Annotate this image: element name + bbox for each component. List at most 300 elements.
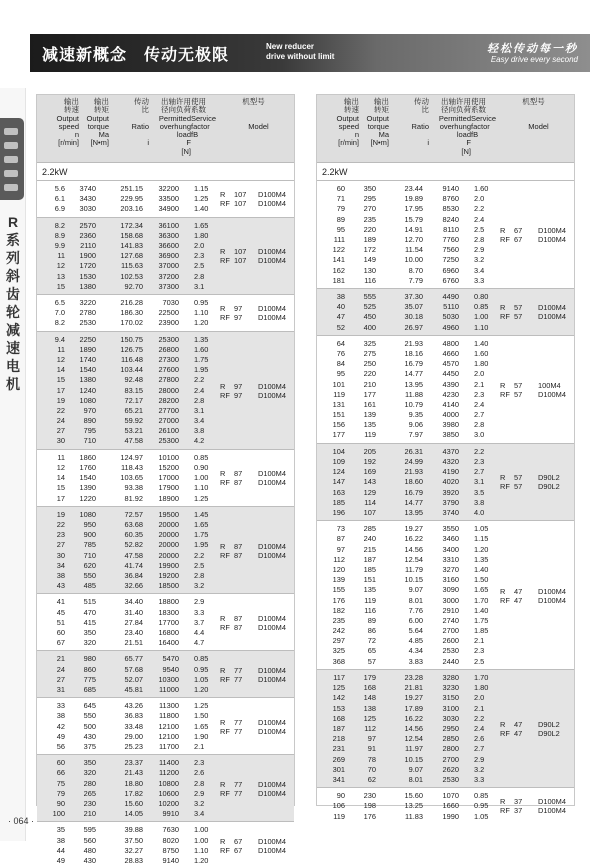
model-size: 57 — [514, 303, 523, 313]
model-type: RF — [220, 390, 230, 400]
model-label — [220, 247, 292, 265]
speed-cell: 87 — [336, 534, 345, 544]
table-row — [317, 534, 574, 544]
factor-cell: 2.9 — [194, 788, 205, 798]
speed-cell: 8.2 — [54, 220, 65, 230]
model-type: R — [220, 541, 226, 551]
load-cell: 1990 — [442, 811, 459, 821]
torque-cell: 70 — [367, 764, 376, 774]
table-group — [317, 443, 574, 520]
load-cell: 3280 — [442, 673, 459, 682]
ratio-cell: 18.16 — [404, 348, 423, 358]
load-cell: 5470 — [162, 654, 179, 664]
speed-cell: 27 — [56, 426, 65, 436]
load-cell: 19200 — [158, 570, 179, 580]
header-line: [r/min] — [58, 138, 79, 148]
load-cell: 3790 — [442, 497, 459, 507]
ratio-cell: 23.44 — [404, 184, 423, 193]
load-cell: 11000 — [158, 684, 179, 694]
ratio-cell: 216.28 — [120, 298, 143, 307]
factor-cell: 2.5 — [474, 224, 485, 234]
factor-cell: 2.2 — [474, 713, 485, 723]
load-cell: 27000 — [158, 416, 179, 426]
header-line: Service — [471, 113, 497, 123]
load-cell: 7250 — [442, 255, 459, 265]
model-label — [500, 226, 572, 244]
speed-cell: 45 — [56, 607, 65, 617]
table-row — [317, 430, 574, 440]
model-motor: D100M4 — [258, 622, 286, 632]
torque-cell: 116 — [364, 275, 376, 285]
load-cell: 20000 — [158, 550, 179, 560]
speed-cell: 44 — [56, 845, 65, 855]
torque-cell: 275 — [363, 348, 376, 358]
page-banner — [30, 34, 590, 72]
header-line: 使用 — [191, 97, 206, 106]
ratio-cell: 24.99 — [404, 456, 423, 466]
torque-cell: 135 — [363, 420, 376, 430]
ratio-cell: 127.68 — [120, 251, 143, 261]
factor-cell: 1.10 — [194, 308, 209, 318]
header-line: F — [466, 138, 471, 148]
torque-cell: 980 — [83, 654, 96, 664]
table-row — [37, 654, 294, 664]
table-group — [317, 787, 574, 824]
table-row — [317, 704, 574, 714]
ratio-cell: 126.75 — [120, 344, 143, 354]
factor-cell: 1.10 — [194, 483, 209, 493]
motor-icon-stripe — [4, 170, 18, 177]
sidebar-char: 齿 — [6, 286, 20, 302]
torque-cell: 500 — [83, 721, 96, 731]
factor-cell: 2.8 — [194, 271, 205, 281]
ratio-cell: 39.88 — [124, 825, 143, 835]
speed-cell: 31 — [56, 684, 65, 694]
speed-cell: 89 — [336, 214, 345, 224]
torque-cell: 270 — [363, 204, 376, 214]
factor-cell: 1.80 — [474, 359, 489, 369]
model-size: 57 — [514, 389, 523, 399]
model-size: 67 — [514, 226, 523, 235]
banner-slogan-en: Easy drive every second — [490, 55, 578, 64]
model-motor: D100M4 — [258, 788, 286, 798]
load-cell: 3150 — [442, 693, 459, 703]
table-group — [37, 331, 294, 449]
load-cell: 2440 — [442, 656, 459, 666]
speed-cell: 23 — [56, 530, 65, 540]
speed-cell: 66 — [56, 768, 65, 778]
speed-cell: 141 — [332, 255, 345, 265]
load-cell: 4140 — [442, 399, 459, 409]
factor-cell: 1.35 — [474, 554, 489, 564]
table-row — [317, 565, 574, 575]
speed-cell: 43 — [56, 581, 65, 591]
torque-cell: 1540 — [79, 365, 96, 375]
header-line: 输出 — [64, 97, 79, 106]
load-cell: 9140 — [162, 855, 179, 865]
factor-cell: 1.10 — [474, 322, 489, 332]
table-row — [317, 657, 574, 667]
ratio-cell: 15.79 — [404, 214, 423, 224]
factor-cell: 3.4 — [194, 416, 205, 426]
factor-cell: 2.6 — [194, 768, 205, 778]
header-line: [N] — [181, 146, 191, 156]
model-motor: D100M4 — [258, 674, 286, 684]
torque-cell: 2570 — [79, 220, 96, 230]
ratio-cell: 31.40 — [124, 607, 143, 617]
ratio-cell: 14.56 — [404, 544, 423, 554]
speed-cell: 151 — [332, 410, 345, 420]
torque-cell: 168 — [363, 683, 376, 693]
model-motor: D100M4 — [258, 256, 286, 266]
ratio-cell: 118.43 — [120, 462, 143, 472]
ratio-cell: 17.95 — [404, 204, 423, 214]
torque-cell: 139 — [363, 410, 376, 420]
load-cell: 34900 — [158, 204, 179, 214]
header-line: Service — [191, 113, 217, 123]
ratio-cell: 30.18 — [404, 312, 423, 322]
model-motor: D100M4 — [258, 613, 286, 623]
factor-cell: 2.8 — [194, 778, 205, 788]
table-group — [37, 506, 294, 594]
header-line: Output — [366, 113, 389, 123]
model-type: R — [500, 303, 506, 313]
speed-cell: 90 — [56, 798, 65, 808]
ratio-cell: 45.81 — [124, 684, 143, 694]
ratio-cell: 72.57 — [124, 509, 143, 519]
speed-cell: 11 — [57, 251, 65, 261]
load-cell: 20000 — [158, 540, 179, 550]
header-line: speed — [58, 121, 79, 131]
load-cell: 4960 — [442, 322, 459, 332]
speed-cell: 156 — [332, 420, 345, 430]
factor-cell: 1.65 — [474, 585, 489, 595]
header-col0 — [37, 98, 79, 148]
header-line: 传动 — [414, 97, 429, 106]
table-group — [37, 593, 294, 650]
load-cell: 10300 — [158, 674, 179, 684]
factor-cell: 2.7 — [474, 744, 485, 754]
table-row — [37, 768, 294, 778]
ratio-cell: 21.93 — [404, 467, 423, 477]
torque-cell: 1900 — [79, 251, 96, 261]
model-size: 77 — [234, 779, 243, 789]
factor-cell: 1.25 — [194, 194, 209, 204]
speed-cell: 119 — [333, 811, 345, 821]
speed-cell: 67 — [56, 638, 65, 648]
header-line: factor — [471, 121, 490, 131]
torque-cell: 1530 — [79, 271, 96, 281]
factor-cell: 0.80 — [474, 292, 489, 301]
ratio-cell: 32.27 — [124, 845, 143, 855]
table-row — [317, 555, 574, 565]
model-type: R — [220, 613, 226, 623]
load-cell: 27600 — [158, 365, 179, 375]
ratio-cell: 4.85 — [408, 636, 423, 646]
speed-cell: 52 — [336, 322, 345, 332]
speed-cell: 9.4 — [54, 334, 65, 344]
header-line: 转矩 — [374, 105, 389, 115]
speed-cell: 112 — [333, 554, 345, 564]
banner-title-en — [266, 42, 334, 62]
header-col3 — [429, 98, 471, 156]
torque-cell: 1390 — [79, 483, 96, 493]
table-group — [317, 520, 574, 669]
torque-cell: 560 — [83, 835, 96, 845]
banner-title-en-line2: drive without limit — [266, 52, 335, 61]
ratio-cell: 52.82 — [124, 540, 143, 550]
table-row — [37, 335, 294, 345]
factor-cell: 1.45 — [194, 509, 209, 519]
model-label — [220, 469, 292, 487]
ratio-cell: 47.58 — [124, 436, 143, 446]
factor-cell: 2.5 — [474, 656, 485, 666]
header-col1 — [359, 98, 389, 148]
header-col1 — [79, 98, 109, 148]
load-cell: 6760 — [442, 275, 459, 285]
torque-cell: 1860 — [79, 452, 96, 462]
torque-cell: 645 — [83, 701, 96, 711]
motor-icon-stripe — [4, 184, 18, 191]
load-cell: 8110 — [443, 224, 459, 234]
model-label — [500, 473, 572, 491]
load-cell: 23900 — [158, 318, 179, 328]
load-cell: 7560 — [442, 245, 459, 255]
header-line: torque — [87, 121, 109, 131]
table-row — [317, 524, 574, 534]
ratio-cell: 92.70 — [124, 281, 143, 291]
model-label — [220, 382, 292, 400]
load-cell: 3310 — [442, 554, 459, 564]
speed-cell: 7.0 — [54, 308, 65, 318]
ratio-cell: 27.84 — [124, 617, 143, 627]
table-row — [317, 606, 574, 616]
load-cell: 28000 — [158, 385, 179, 395]
torque-cell: 119 — [364, 595, 376, 605]
table-row — [317, 359, 574, 369]
speed-cell: 24 — [56, 416, 65, 426]
ratio-cell: 57.68 — [124, 664, 143, 674]
ratio-cell: 29.00 — [124, 731, 143, 741]
load-cell: 3100 — [442, 703, 459, 713]
load-cell: 11700 — [158, 741, 179, 751]
sidebar-char: R — [7, 214, 19, 230]
table-row — [317, 276, 574, 286]
factor-cell: 1.90 — [194, 731, 209, 741]
speed-cell: 142 — [332, 693, 345, 703]
load-cell: 28200 — [158, 395, 179, 405]
factor-cell: 1.20 — [194, 684, 209, 694]
ratio-cell: 103.44 — [120, 365, 143, 375]
ratio-cell: 8.01 — [408, 774, 423, 784]
table-row — [317, 369, 574, 379]
factor-cell: 0.85 — [194, 452, 209, 462]
torque-cell: 198 — [363, 801, 376, 811]
model-motor: D100M4 — [538, 312, 566, 322]
factor-cell: 1.65 — [194, 220, 209, 230]
factor-cell: 1.00 — [194, 473, 209, 483]
torque-cell: 119 — [364, 430, 376, 440]
torque-cell: 320 — [83, 768, 96, 778]
load-cell: 2600 — [442, 636, 459, 646]
ratio-cell: 10.00 — [404, 255, 423, 265]
factor-cell: 1.25 — [194, 493, 209, 503]
ratio-cell: 21.51 — [124, 638, 143, 648]
table-group — [317, 335, 574, 443]
speed-cell: 6.1 — [54, 194, 65, 204]
table-row — [37, 638, 294, 648]
ratio-cell: 59.92 — [124, 416, 143, 426]
factor-cell: 3.2 — [194, 798, 205, 808]
header-line: Permitted — [158, 113, 191, 123]
model-type: R — [220, 717, 226, 727]
torque-cell: 86 — [367, 626, 376, 636]
load-cell: 17900 — [158, 483, 179, 493]
factor-cell: 2.3 — [474, 389, 485, 399]
factor-cell: 0.85 — [474, 791, 489, 801]
ratio-cell: 26.31 — [404, 446, 423, 456]
model-type: R — [500, 380, 506, 390]
speed-cell: 38 — [56, 835, 65, 845]
ratio-cell: 13.95 — [404, 507, 423, 517]
ratio-cell: 141.83 — [120, 240, 143, 250]
ratio-cell: 11.79 — [405, 564, 423, 574]
model-size: 77 — [234, 674, 243, 684]
factor-cell: 2.0 — [474, 369, 485, 379]
load-cell: 2740 — [442, 615, 459, 625]
header-line: factor — [191, 121, 210, 131]
load-cell: 9140 — [442, 184, 459, 193]
speed-cell: 12 — [56, 354, 65, 364]
model-size: 57 — [514, 380, 523, 390]
factor-cell: 2.1 — [474, 703, 485, 713]
load-cell: 15200 — [158, 462, 179, 472]
ratio-cell: 12.54 — [404, 554, 423, 564]
ratio-cell: 14.77 — [404, 497, 423, 507]
header-line: 使用 — [471, 97, 486, 106]
model-label — [500, 303, 572, 321]
model-label — [220, 614, 292, 632]
ratio-cell: 9.35 — [408, 410, 423, 420]
ratio-cell: 10.15 — [404, 754, 423, 764]
table-row — [37, 742, 294, 752]
header-line: [N•m] — [370, 138, 389, 148]
torque-cell: 450 — [363, 312, 376, 322]
model-motor: D100M4 — [258, 541, 286, 551]
factor-cell: 2.6 — [474, 734, 485, 744]
torque-cell: 1080 — [79, 509, 96, 519]
ratio-cell: 41.74 — [124, 560, 143, 570]
model-motor: D100M4 — [258, 779, 286, 789]
speed-cell: 17 — [56, 385, 65, 395]
factor-cell: 4.2 — [194, 436, 205, 446]
sidebar-char: 减 — [6, 322, 20, 338]
speed-cell: 242 — [332, 626, 345, 636]
ratio-cell: 53.21 — [124, 426, 143, 436]
load-cell: 25300 — [158, 436, 179, 446]
model-type: RF — [220, 478, 230, 488]
header-line: Permitted — [438, 113, 471, 123]
speed-cell: 49 — [56, 855, 65, 865]
header-line: 机型号 — [522, 97, 545, 106]
header-line: F — [186, 138, 191, 148]
factor-cell: 1.75 — [194, 354, 209, 364]
load-cell: 11200 — [158, 768, 179, 778]
factor-cell: 3.8 — [474, 497, 485, 507]
load-cell: 5110 — [443, 302, 459, 312]
model-size: 37 — [514, 806, 523, 816]
table-row — [317, 693, 574, 703]
ratio-cell: 32.66 — [124, 581, 143, 591]
factor-cell: 1.05 — [474, 524, 489, 534]
speed-cell: 60 — [336, 184, 345, 193]
header-line — [109, 131, 149, 139]
motor-icon-stripe — [4, 128, 18, 135]
load-cell: 3460 — [442, 534, 459, 544]
torque-cell: 685 — [83, 684, 96, 694]
factor-cell: 1.40 — [474, 564, 489, 574]
table-row — [37, 453, 294, 463]
model-motor: D100M4 — [258, 665, 286, 675]
factor-cell: 1.20 — [194, 855, 209, 865]
table-row — [37, 494, 294, 504]
left-table — [36, 94, 295, 865]
table-row — [317, 775, 574, 785]
ratio-cell: 23.28 — [404, 673, 423, 682]
power-label: 2.2kW — [322, 167, 348, 177]
load-cell: 4190 — [442, 467, 459, 477]
factor-cell: 2.9 — [194, 597, 205, 607]
factor-cell: 1.20 — [194, 318, 209, 328]
factor-cell: 2.9 — [474, 245, 485, 255]
torque-cell: 210 — [363, 379, 376, 389]
load-cell: 3090 — [442, 585, 459, 595]
header-line: Output — [336, 113, 359, 123]
header-line — [389, 131, 429, 139]
torque-cell: 1240 — [79, 385, 96, 395]
load-cell: 7030 — [162, 298, 179, 307]
load-cell: 36600 — [158, 240, 179, 250]
model-type: RF — [500, 729, 510, 739]
load-cell: 22500 — [158, 308, 179, 318]
ratio-cell: 18.80 — [124, 778, 143, 788]
model-type: R — [500, 797, 506, 807]
load-cell: 3740 — [442, 507, 459, 517]
load-cell: 2910 — [442, 605, 459, 615]
sidebar-char: 机 — [6, 376, 20, 392]
factor-cell: 2.4 — [474, 214, 485, 224]
load-cell: 3270 — [442, 564, 459, 574]
table-row — [317, 447, 574, 457]
model-size: 77 — [234, 788, 243, 798]
model-size: 67 — [514, 235, 523, 244]
ratio-cell: 81.92 — [124, 493, 143, 503]
torque-cell: 485 — [83, 581, 96, 591]
torque-cell: 215 — [363, 544, 376, 554]
speed-cell: 301 — [332, 764, 345, 774]
speed-cell: 79 — [56, 788, 65, 798]
torque-cell: 148 — [363, 693, 376, 703]
table-row — [317, 266, 574, 276]
torque-cell: 107 — [363, 507, 376, 517]
speed-cell: 131 — [332, 399, 345, 409]
table-group — [37, 449, 294, 506]
load-cell: 3000 — [442, 595, 459, 605]
ratio-cell: 15.60 — [404, 791, 423, 801]
model-type: R — [220, 381, 226, 391]
table-row — [37, 799, 294, 809]
table-row — [317, 545, 574, 555]
